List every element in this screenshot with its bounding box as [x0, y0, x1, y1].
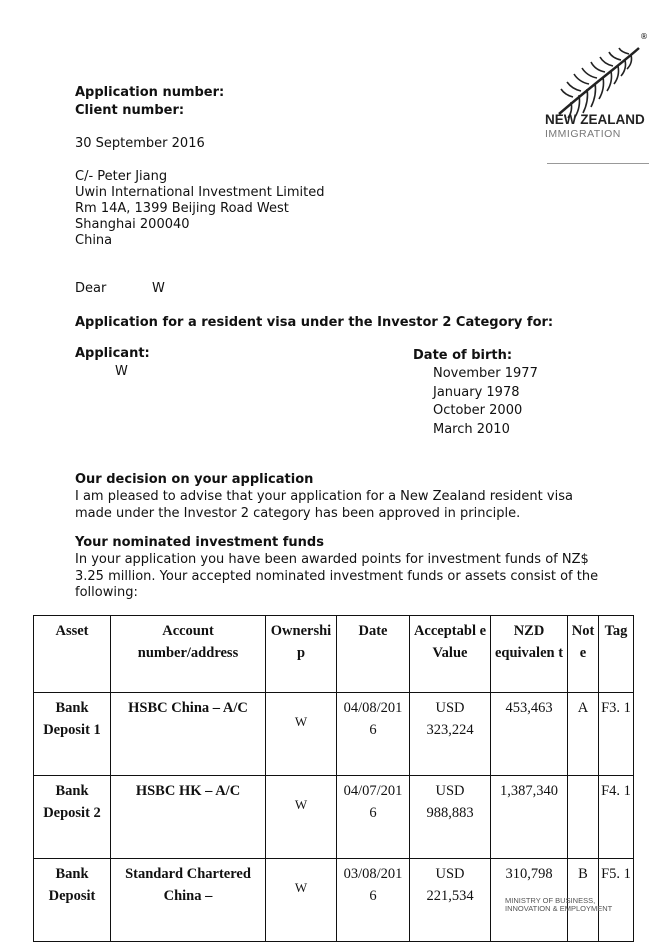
- col-ownership: Ownershi p: [266, 616, 337, 693]
- cell-asset: Bank Deposit: [34, 859, 111, 942]
- cell-tag: F4. 1: [599, 776, 634, 859]
- cell-account: Standard Chartered China –: [111, 859, 266, 942]
- cell-value: USD 221,534: [410, 859, 491, 942]
- decision-heading: Our decision on your application: [75, 472, 314, 487]
- subject-line: Application for a resident visa under the Investor 2 Category for:: [75, 315, 554, 330]
- dob-item: January 1978: [433, 385, 520, 400]
- cell-nzd: 310,798: [491, 859, 568, 942]
- address-line-3: Rm 14A, 1399 Beijing Road West: [75, 201, 289, 216]
- funds-line-1: In your application you have been awarded points for investment funds of NZ$: [75, 552, 589, 567]
- cell-nzd: 453,463: [491, 693, 568, 776]
- funds-line-3: following:: [75, 585, 138, 600]
- logo-divider: [547, 163, 649, 164]
- applicant-label: Applicant:: [75, 346, 150, 361]
- col-account: Account number/address: [111, 616, 266, 693]
- address-line-5: China: [75, 233, 113, 248]
- application-number-label: Application number:: [75, 85, 225, 100]
- cell-ownership: [266, 776, 337, 859]
- cell-date: 03/08/201 6: [337, 859, 410, 942]
- col-asset: Asset: [34, 616, 111, 693]
- cell-asset: Bank Deposit 1: [34, 693, 111, 776]
- address-line-2: Uwin International Investment Limited: [75, 185, 325, 200]
- cell-asset: Bank Deposit 2: [34, 776, 111, 859]
- cell-note: A: [568, 693, 599, 776]
- table-header-row: [34, 616, 634, 693]
- cell-note: [568, 776, 599, 859]
- applicant-name: W: [115, 364, 128, 379]
- cell-value: USD 988,883: [410, 776, 491, 859]
- table-row: [34, 776, 634, 859]
- cell-account: HSBC HK – A/C: [111, 776, 266, 859]
- footer-line-1: MINISTRY OF BUSINESS,: [505, 896, 596, 905]
- salutation-name: W: [152, 281, 165, 296]
- owner-value: W: [294, 880, 308, 895]
- registered-mark: ®: [640, 32, 648, 41]
- cell-date: 04/08/201 6: [337, 693, 410, 776]
- dob-item: March 2010: [433, 422, 510, 437]
- cell-date: 04/07/201 6: [337, 776, 410, 859]
- col-note: Not e: [568, 616, 599, 693]
- address-line-4: Shanghai 200040: [75, 217, 190, 232]
- col-acceptable-value: Acceptabl e Value: [410, 616, 491, 693]
- funds-line-2: 3.25 million. Your accepted nominated investment funds or assets consist of the: [75, 569, 599, 584]
- cell-ownership: [266, 693, 337, 776]
- letter-date: 30 September 2016: [75, 136, 205, 151]
- cell-note: B: [568, 859, 599, 942]
- cell-ownership: [266, 859, 337, 942]
- investment-funds-table: [33, 615, 634, 942]
- decision-line-1: I am pleased to advise that your application for a New Zealand resident visa: [75, 489, 573, 504]
- col-nzd-equivalent: NZD equivalen t: [491, 616, 568, 693]
- col-tag: Tag: [599, 616, 634, 693]
- cell-tag: F3. 1: [599, 693, 634, 776]
- cell-nzd: 1,387,340: [491, 776, 568, 859]
- owner-value: W: [294, 797, 308, 812]
- logo-line-new-zealand: NEW ZEALAND: [545, 112, 645, 127]
- logo-line-immigration: IMMIGRATION: [545, 128, 621, 140]
- dob-item: November 1977: [433, 366, 538, 381]
- cell-tag: F5. 1: [599, 859, 634, 942]
- address-line-1: C/- Peter Jiang: [75, 169, 168, 184]
- dob-item: October 2000: [433, 403, 523, 418]
- salutation-dear: Dear: [75, 281, 107, 296]
- client-number-label: Client number:: [75, 103, 185, 118]
- ministry-footer: [505, 897, 612, 913]
- footer-line-2: INNOVATION & EMPLOYMENT: [505, 904, 613, 913]
- funds-heading: Your nominated investment funds: [75, 535, 324, 550]
- cell-value: USD 323,224: [410, 693, 491, 776]
- cell-account: HSBC China – A/C: [111, 693, 266, 776]
- fern-icon: [551, 42, 643, 142]
- col-date: Date: [337, 616, 410, 693]
- table-row: [34, 693, 634, 776]
- dob-label: Date of birth:: [413, 348, 513, 363]
- decision-line-2: made under the Investor 2 category has been approved in principle.: [75, 506, 521, 521]
- owner-value: W: [294, 714, 308, 729]
